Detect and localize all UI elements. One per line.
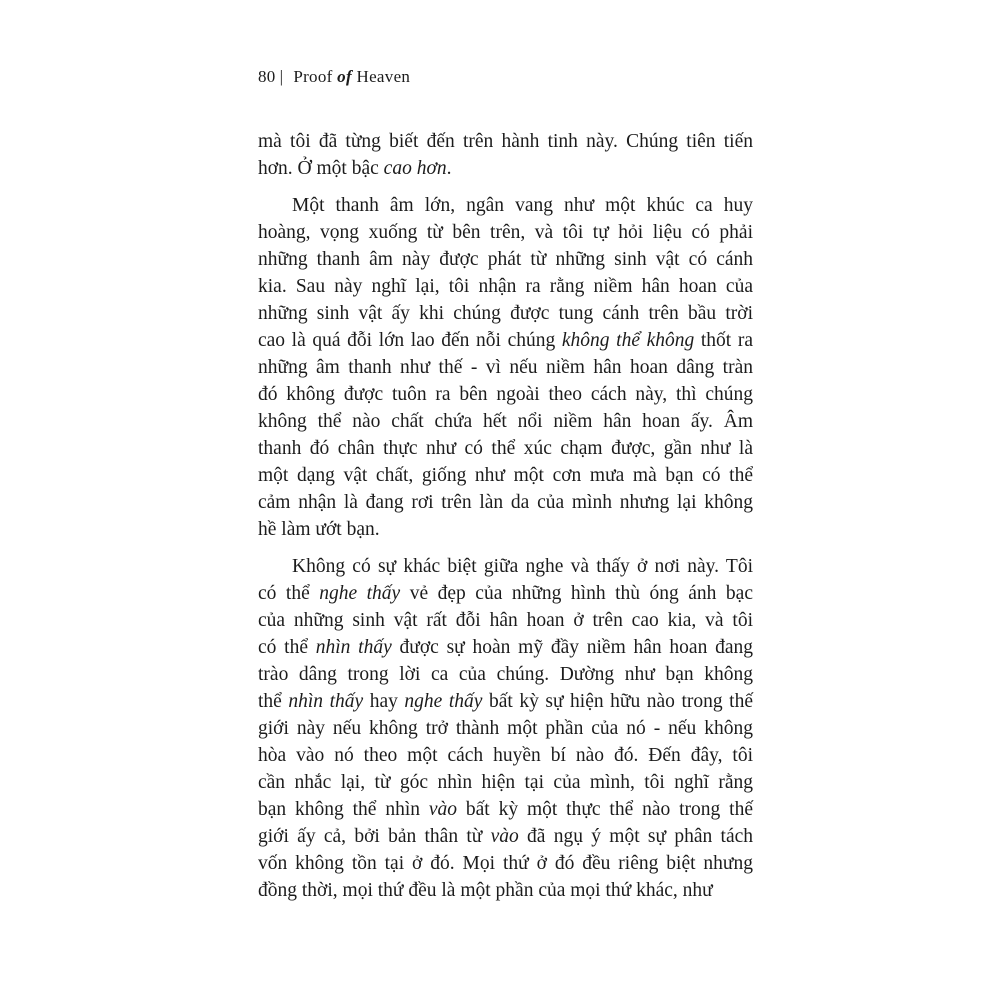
text-run: có thể: [258, 637, 316, 658]
text-run: .: [446, 158, 452, 179]
italic-text: nhìn thấy: [288, 691, 364, 712]
text-line: [258, 607, 753, 634]
text-run: vốn không tồn tại ở đó. Mọi thứ ở đó đều riêng biệt nhưng: [258, 853, 753, 874]
text-line: [258, 634, 753, 661]
text-run: hề làm ướt bạn.: [258, 519, 380, 540]
text-run: thanh đó chân thực như có thể xúc chạm được, gần như là: [258, 438, 753, 459]
text-run: cao là quá đỗi lớn lao đến nỗi chúng: [258, 330, 562, 351]
paragraph: [258, 128, 753, 182]
text-run: hay: [363, 691, 405, 712]
text-run: thể: [258, 691, 289, 712]
text-run: thốt ra: [694, 330, 753, 351]
text-line: [258, 300, 753, 327]
text-run: hơn. Ở một bậc: [258, 158, 384, 179]
book-title-pre: Proof: [293, 67, 333, 86]
text-run: đó không được tuôn ra bên ngoài theo cách này, thì chúng: [258, 384, 753, 405]
text-run: cần nhắc lại, từ góc nhìn hiện tại của mình, tôi nghĩ rằng: [258, 772, 753, 793]
text-line: [258, 408, 753, 435]
text-line: [258, 192, 753, 219]
text-run: những thanh âm này được phát từ những sinh vật có cánh: [258, 249, 753, 270]
text-run: có thể: [258, 583, 320, 604]
text-run: giới này nếu không trở thành một phần của nó - nếu không: [258, 718, 753, 739]
text-run: đã ngụ ý một sự phân tách: [518, 826, 753, 847]
text-line: [258, 516, 753, 543]
text-line: [258, 327, 753, 354]
italic-text: không thể không: [561, 330, 695, 351]
text-run: những sinh vật ấy khi chúng được tung cánh trên bầu trời: [258, 303, 753, 324]
text-run: Một thanh âm lớn, ngân vang như một khúc ca huy: [292, 195, 753, 216]
text-run: hoàng, vọng xuống từ bên trên, và tôi tự hỏi liệu có phải: [258, 222, 753, 243]
paragraph: [258, 192, 753, 543]
text-run: những âm thanh như thế - vì nếu niềm hân hoan dâng tràn: [258, 357, 753, 378]
text-line: [258, 489, 753, 516]
text-line: [258, 155, 753, 182]
text-run: giới ấy cả, bởi bản thân từ: [258, 826, 491, 847]
body-text: [258, 128, 753, 904]
text-run: bất kỳ sự hiện hữu nào trong thế: [482, 691, 754, 712]
paragraph-gap: [258, 543, 753, 553]
text-run: bạn không thể nhìn: [258, 799, 429, 820]
text-line: [258, 688, 753, 715]
header-separator: |: [279, 67, 284, 86]
italic-text: nghe thấy: [404, 691, 483, 712]
text-run: không thể nào chất chứa hết nổi niềm hân hoan ấy. Âm: [258, 411, 753, 432]
text-run: hòa vào nó theo một cách huyền bí nào đó. Đến đây, tôi: [258, 745, 753, 766]
text-line: [258, 850, 753, 877]
page-number: 80: [258, 67, 276, 86]
text-run: bất kỳ một thực thể nào trong thế: [457, 799, 753, 820]
text-line: [258, 462, 753, 489]
text-line: [258, 715, 753, 742]
paragraph: [258, 553, 753, 904]
text-line: [258, 796, 753, 823]
text-run: vẻ đẹp của những hình thù óng ánh bạc: [400, 583, 753, 604]
text-run: trào dâng trong lời ca của chúng. Dường như bạn không: [258, 664, 753, 685]
italic-text: cao hơn: [383, 158, 447, 179]
text-line: [258, 219, 753, 246]
text-line: [258, 823, 753, 850]
italic-text: nghe thấy: [319, 583, 401, 604]
italic-text: vào: [490, 826, 519, 847]
book-title-post: Heaven: [356, 67, 411, 86]
text-line: [258, 128, 753, 155]
text-run: cảm nhận là đang rơi trên làn da của mình nhưng lại không: [258, 492, 753, 513]
text-line: [258, 769, 753, 796]
book-title-em: of: [337, 67, 352, 86]
running-header: [258, 67, 410, 87]
text-run: kia. Sau này nghĩ lại, tôi nhận ra rằng niềm hân hoan của: [258, 276, 753, 297]
text-line: [258, 580, 753, 607]
italic-text: vào: [428, 799, 458, 820]
text-run: một dạng vật chất, giống như một cơn mưa mà bạn có thể: [258, 465, 753, 486]
text-line: [258, 273, 753, 300]
text-line: [258, 354, 753, 381]
text-line: [258, 435, 753, 462]
text-run: được sự hoàn mỹ đầy niềm hân hoan đang: [391, 637, 753, 658]
text-line: [258, 877, 753, 904]
paragraph-gap: [258, 182, 753, 192]
text-run: mà tôi đã từng biết đến trên hành tinh này. Chúng tiên tiến: [258, 131, 753, 152]
text-line: [258, 661, 753, 688]
text-line: [258, 381, 753, 408]
text-line: [258, 246, 753, 273]
text-run: Không có sự khác biệt giữa nghe và thấy ở nơi này. Tôi: [292, 556, 753, 577]
text-run: đồng thời, mọi thứ đều là một phần của mọi thứ khác, như: [258, 880, 713, 901]
text-line: [258, 553, 753, 580]
text-run: của những sinh vật rất đỗi hân hoan ở trên cao kia, và tôi: [258, 610, 753, 631]
italic-text: nhìn thấy: [315, 637, 392, 658]
text-line: [258, 742, 753, 769]
